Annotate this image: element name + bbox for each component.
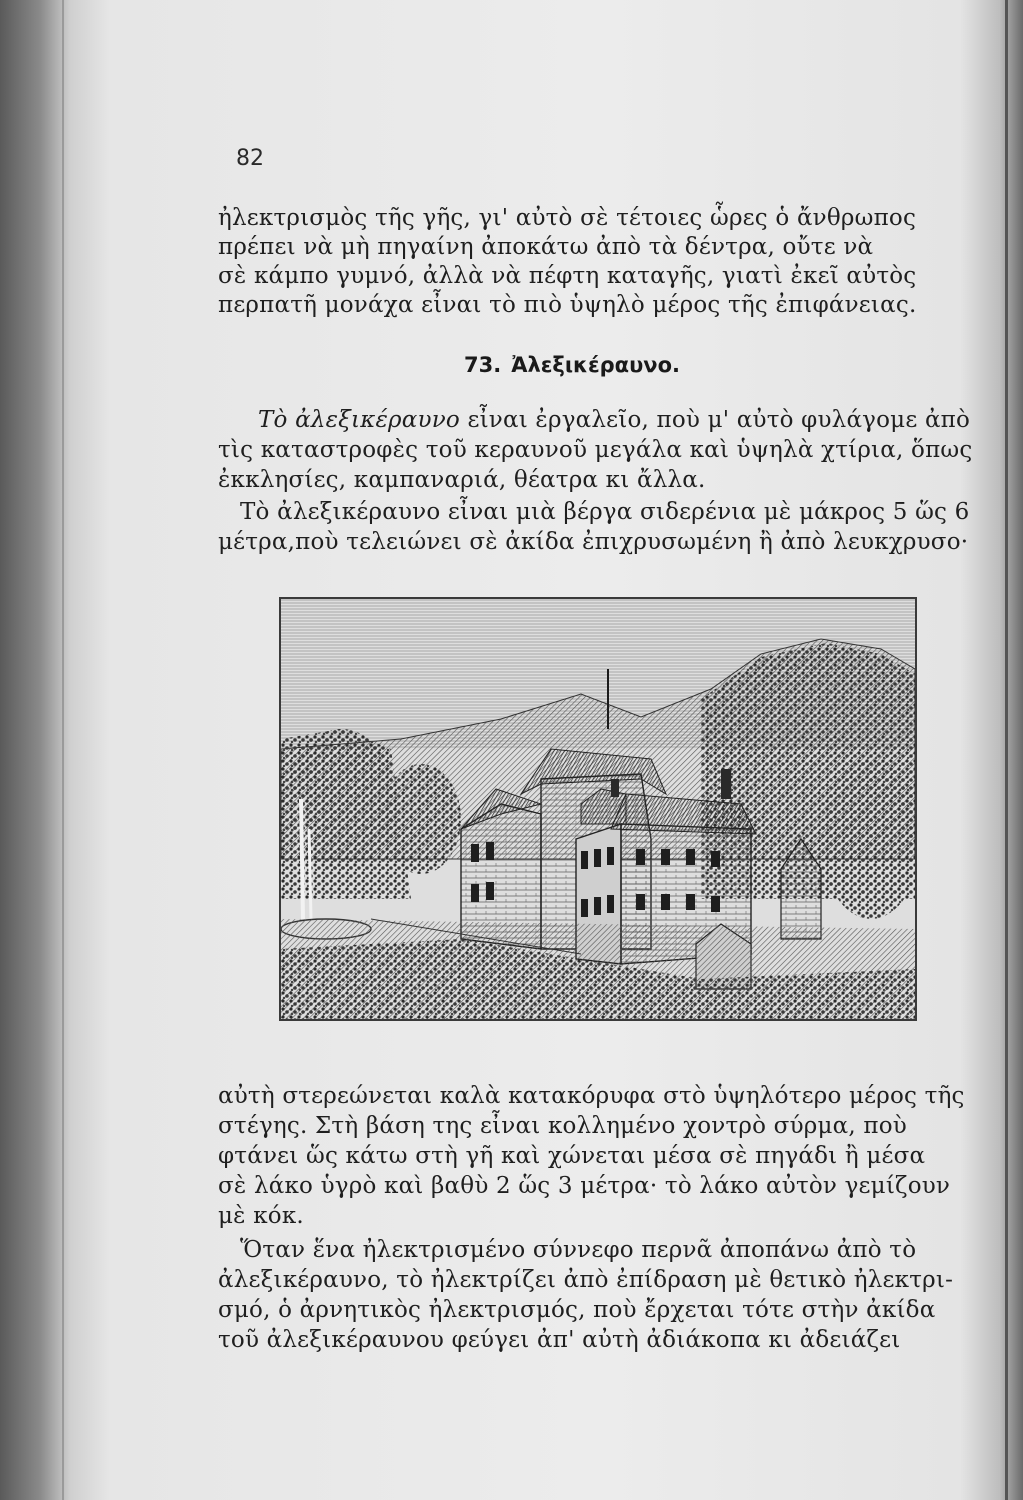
section-heading: [464, 353, 680, 377]
bottom-line-5: μὲ κόκ.: [218, 1203, 304, 1229]
top-line-4: περπατῆ μονάχα εἶναι τὸ πιὸ ὑψηλὸ μέρος τῆς ἐπιφάνειας.: [218, 292, 917, 318]
page-right-edge: [1005, 0, 1008, 1500]
bottom-line-2: στέγης. Στὴ βάση της εἶναι κολλημένο χοντρὸ σύρμα, ποὺ: [218, 1113, 907, 1139]
bottom-line-4: σὲ λάκο ὑγρὸ καὶ βαθὺ 2 ὥς 3 μέτρα· τὸ λάκο αὐτὸν γεμίζουν: [218, 1173, 951, 1199]
section-line-5: μέτρα,ποὺ τελειώνει σὲ ἀκίδα ἐπιχρυσωμένη ἢ ἀπὸ λευκχρυσο·: [218, 529, 969, 555]
page-number: 82: [236, 146, 264, 171]
section-line-1-rest: εἶναι ἐργαλεῖο, ποὺ μ' αὐτὸ φυλάγομε ἀπὸ: [459, 407, 971, 433]
engraving-illustration: [279, 597, 917, 1021]
section-line-2: τὶς καταστροφὲς τοῦ κεραυνοῦ μεγάλα καὶ ὑψηλὰ χτίρια, ὅπως: [218, 437, 973, 463]
page-left-edge: [62, 0, 64, 1500]
section-line-3: ἐκκλησίες, καμπαναριά, θέατρα κι ἄλλα.: [218, 467, 706, 493]
italic-term: Τὸ ἀλεξικέραυνο: [258, 407, 460, 433]
section-line-4: Τὸ ἀλεξικέραυνο εἶναι μιὰ βέργα σιδερένια μὲ μάκρος 5 ὥς 6: [240, 499, 970, 525]
bottom-line-1: αὐτὴ στερεώνεται καλὰ κατακόρυφα στὸ ὑψηλότερο μέρος τῆς: [218, 1083, 965, 1109]
bottom-line-3: φτάνει ὥς κάτω στὴ γῆ καὶ χώνεται μέσα σὲ πηγάδι ἢ μέσα: [218, 1143, 926, 1169]
section-line-1: [258, 406, 970, 434]
building-engraving: [281, 599, 915, 1019]
bottom-line-6: Ὅταν ἕνα ἠλεκτρισμένο σύννεφο περνᾶ ἀποπάνω ἀπὸ τὸ: [240, 1237, 917, 1263]
top-line-3: σὲ κάμπο γυμνό, ἀλλὰ νὰ πέφτη καταγῆς, γιατὶ ἐκεῖ αὐτὸς: [218, 263, 917, 289]
bottom-line-8: σμό, ὁ ἀρνητικὸς ἠλεκτρισμός, ποὺ ἔρχεται τότε στὴν ἀκίδα: [218, 1297, 936, 1323]
top-line-2: πρέπει νὰ μὴ πηγαίνη ἀποκάτω ἀπὸ τὰ δέντρα, οὔτε νὰ: [218, 234, 874, 260]
bottom-line-7: ἀλεξικέραυνο, τὸ ἠλεκτρίζει ἀπὸ ἐπίδραση μὲ θετικὸ ἠλεκτρι-: [218, 1267, 954, 1293]
section-number: 73.: [464, 353, 502, 377]
top-line-1: ἠλεκτρισμὸς τῆς γῆς, γι' αὐτὸ σὲ τέτοιες ὧρες ὁ ἄνθρωπος: [218, 205, 917, 231]
section-title: Ἀλεξικέραυνο.: [511, 353, 680, 377]
bottom-line-9: τοῦ ἀλεξικέραυνου φεύγει ἀπ' αὐτὴ ἀδιάκοπα κι ἀδειάζει: [218, 1327, 901, 1353]
